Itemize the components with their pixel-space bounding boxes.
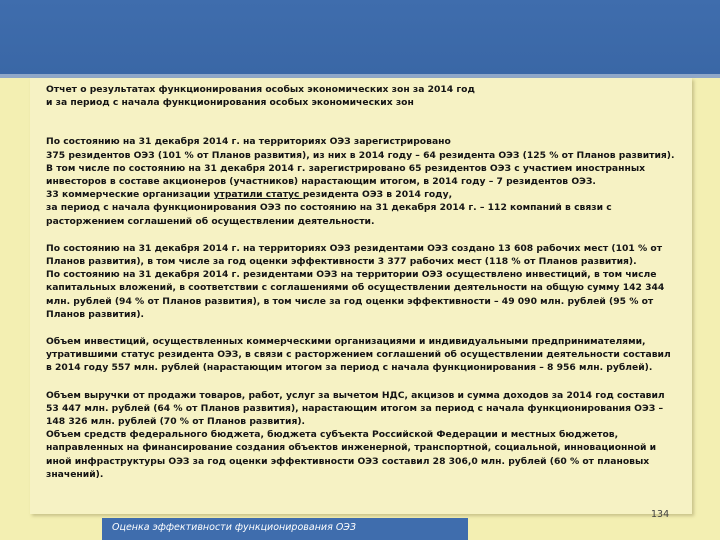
report-title-line-1: Отчет о результатах функционирования особых экономических зон за 2014 год [46, 84, 475, 95]
header-band [0, 0, 720, 74]
lost-status-prefix: 33 коммерческие организации [46, 189, 214, 201]
report-title-line-2: и за период с начала функционирования особых экономических зон [46, 97, 414, 109]
lost-status-suffix: резидента ОЭЗ в 2014 году, [302, 189, 453, 201]
former-residents-paragraph: Объем инвестиций, осуществленных коммерческими организациями и индивидуальными предпринимателями, утратившими статус резидента ОЭЗ, в связи с расторжением соглашений об осуществлении деятельности составил в 2014 году 557 млн. рублей (нарастающим итогом за период с начала функционирования – 8 956 млн. рублей). [46, 336, 671, 374]
lost-status-period-paragraph: за период с начала функционирования ОЭЗ по состоянию на 31 декабря 2014 г. – 112 компаний в связи с расторжением соглашений об осуществлении деятельности. [46, 202, 612, 227]
budget-paragraph: Объем средств федерального бюджета, бюджета субъекта Российской Федерации и местных бюджетов, направленных на финансирование создания объектов инженерной, транспортной, социальной, инновационной и иной инфраструктуры ОЭЗ за год оценки эффективности ОЭЗ составил 28 306,0 млн. рублей (60 % от плановых значений). [46, 429, 657, 480]
lost-status-paragraph [46, 188, 678, 201]
report-content [46, 83, 678, 481]
jobs-paragraph: По состоянию на 31 декабря 2014 г. на территориях ОЭЗ резидентами ОЭЗ создано 13 608 рабочих мест (101 % от Планов развития), в том числе за год оценки эффективности 3 377 рабочих мест (118 % от Планов развития). [46, 242, 663, 268]
residents-paragraph: По состоянию на 31 декабря 2014 г. на территориях ОЭЗ зарегистрировано 375 резидентов ОЭЗ (101 % от Планов развития), из них в 2014 году – 64 резидента ОЭЗ (125 % от Планов развития). В том числе по состоянию на 31 декабря 2014 г. зарегистрировано 65 резидентов ОЭЗ с участием иностранных инвесторов в составе акционеров (участников) нарастающим итогом, в 2014 году – 7 резидентов ОЭЗ. [46, 136, 675, 188]
page-number: 134 [651, 509, 670, 520]
lost-status-underlined: утратили статус [213, 189, 303, 201]
footer-caption: Оценка эффективности функционирования ОЭЗ [112, 522, 357, 533]
investments-paragraph: По состоянию на 31 декабря 2014 г. резидентами ОЭЗ на территории ОЭЗ осуществлено инвестиций, в том числе капитальных вложений, в соответствии с соглашениями об осуществлении деятельности на общую сумму 142 344 млн. рублей (94 % от Планов развития), в том числе за год оценки эффективности – 49 090 млн. рублей (95 % от Планов развития). [46, 269, 665, 320]
revenue-paragraph: Объем выручки от продажи товаров, работ, услуг за вычетом НДС, акцизов и сумма доходов за 2014 год составил 53 447 млн. рублей (64 % от Планов развития), нарастающим итогом за период с начала функционирования ОЭЗ – 148 326 млн. рублей (70 % от Планов развития). [46, 389, 665, 428]
